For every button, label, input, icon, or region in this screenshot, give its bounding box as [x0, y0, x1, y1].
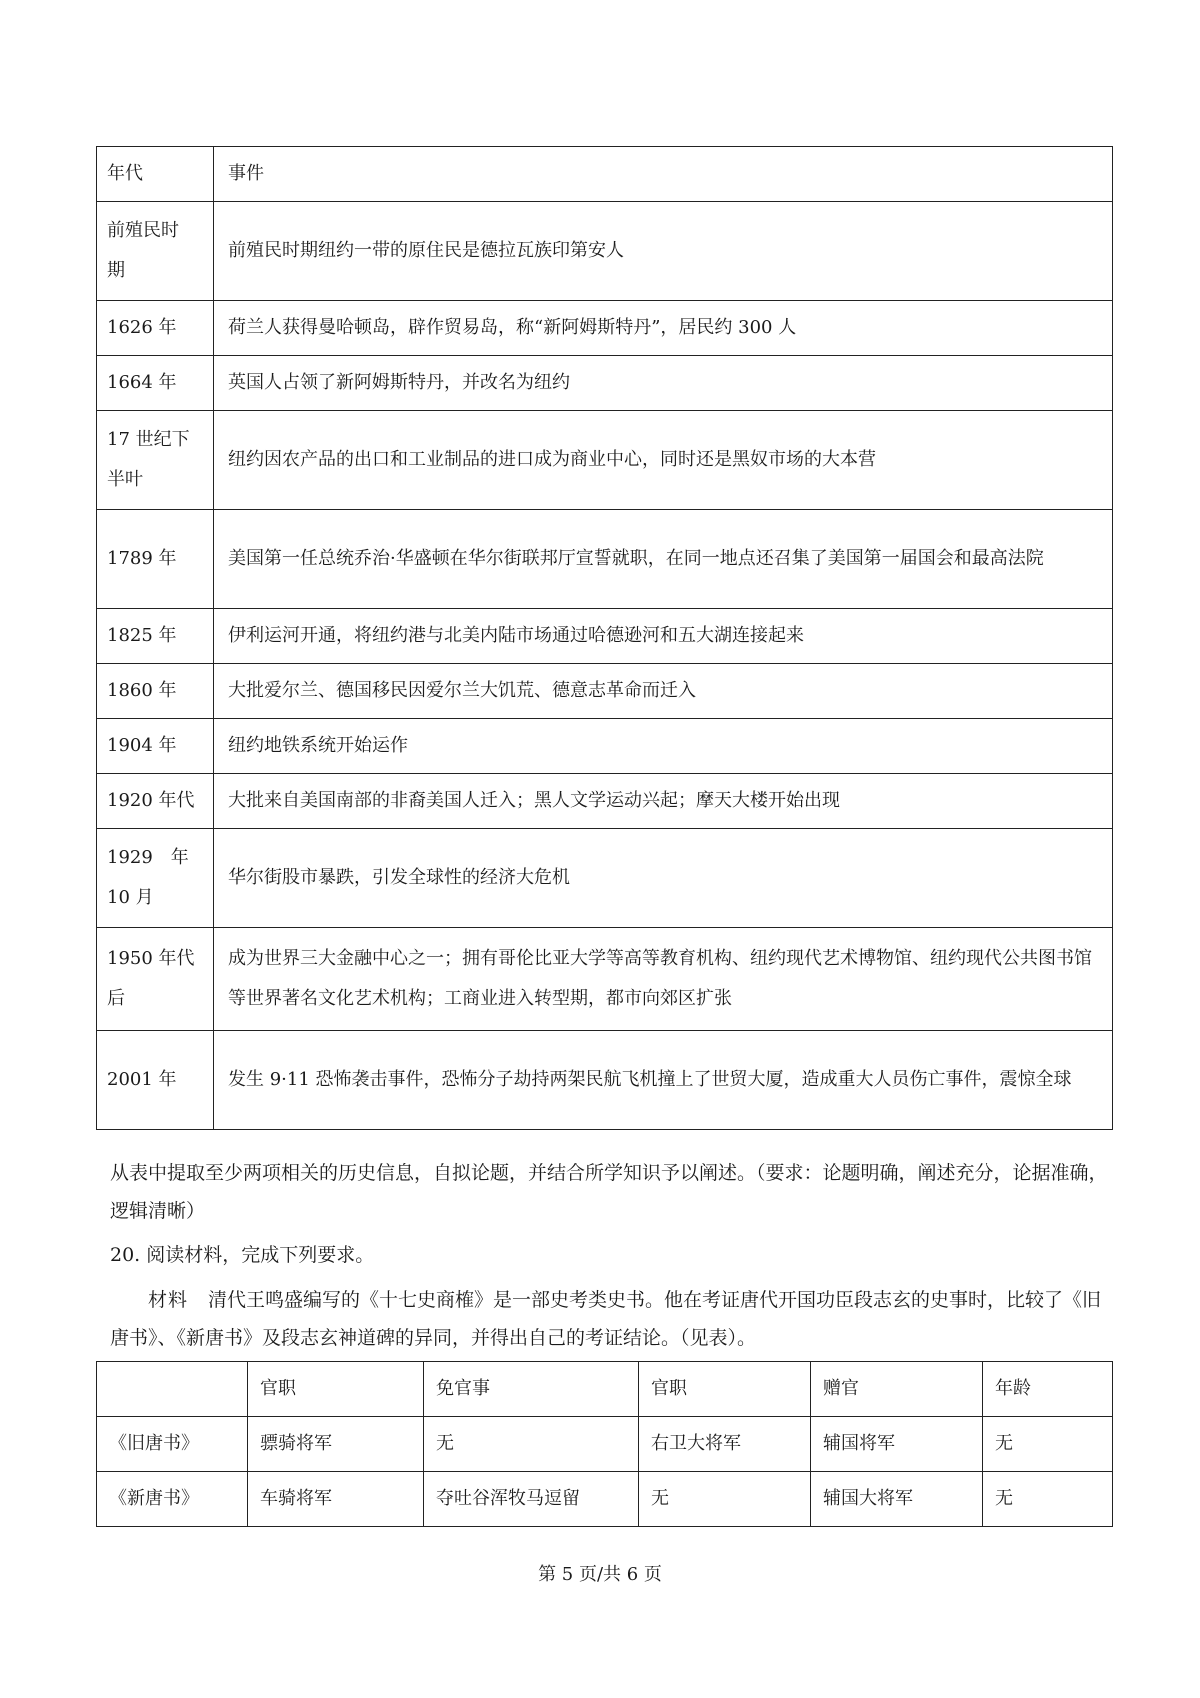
table-cell: 右卫大将军 — [639, 1417, 811, 1472]
row-year: 1920 年代 — [97, 774, 214, 829]
page-number-footer: 第 5 页/共 6 页 — [538, 1564, 662, 1585]
row-year: 1664 年 — [97, 356, 214, 411]
material-text: 清代王鸣盛编写的《十七史商榷》是一部史考类史书。他在考证唐代开国功臣段志玄的史事时，比较了《旧唐书》、《新唐书》及段志玄神道碑的异同，并得出自己的考证结论。（见表）。 — [110, 1289, 1102, 1349]
row-event: 英国人占领了新阿姆斯特丹，并改名为纽约 — [214, 356, 1113, 411]
table-row — [97, 1031, 1113, 1130]
row-event: 华尔街股市暴跌，引发全球性的经济大危机 — [214, 829, 1113, 928]
row-event: 美国第一任总统乔治·华盛顿在华尔街联邦厅宣誓就职，在同一地点还召集了美国第一届国会和最高法院 — [214, 510, 1113, 609]
table-row — [97, 774, 1113, 829]
material-label: 材料 — [148, 1289, 189, 1311]
table-cell: 无 — [983, 1417, 1113, 1472]
row-year: 1929 年 10 月 — [97, 829, 214, 928]
row-year: 2001 年 — [97, 1031, 214, 1130]
row-event: 成为世界三大金融中心之一；拥有哥伦比亚大学等高等教育机构、纽约现代艺术博物馆、纽约现代公共图书馆等世界著名文化艺术机构；工商业进入转型期，都市向郊区扩张 — [214, 928, 1113, 1031]
table-row — [97, 829, 1113, 928]
table-row — [97, 356, 1113, 411]
question-20-title: 20. 阅读材料，完成下列要求。 — [110, 1244, 375, 1266]
material-paragraph — [110, 1281, 1112, 1357]
row-event: 荷兰人获得曼哈顿岛，辟作贸易岛，称“新阿姆斯特丹”，居民约 300 人 — [214, 301, 1113, 356]
row-event: 大批爱尔兰、德国移民因爱尔兰大饥荒、德意志革命而迁入 — [214, 664, 1113, 719]
table-cell: 无 — [639, 1472, 811, 1527]
table-row — [97, 301, 1113, 356]
header-cell-official-post: 官职 — [248, 1362, 424, 1417]
row-year: 17 世纪下 半叶 — [97, 411, 214, 510]
table-row — [97, 1417, 1113, 1472]
table-header-row — [97, 1362, 1113, 1417]
row-event: 发生 9·11 恐怖袭击事件，恐怖分子劫持两架民航飞机撞上了世贸大厦，造成重大人员伤亡事件，震惊全球 — [214, 1031, 1113, 1130]
header-cell-official-post-2: 官职 — [639, 1362, 811, 1417]
row-event: 纽约因农产品的出口和工业制品的进口成为商业中心，同时还是黑奴市场的大本营 — [214, 411, 1113, 510]
row-year: 1789 年 — [97, 510, 214, 609]
table-header-row — [97, 147, 1113, 202]
table-cell: 辅国大将军 — [811, 1472, 983, 1527]
table-row — [97, 1472, 1113, 1527]
question-prompt: 从表中提取至少两项相关的历史信息，自拟论题，并结合所学知识予以阐述。（要求：论题明确，阐述充分，论据准确，逻辑清晰） — [110, 1162, 1108, 1222]
table-row — [97, 928, 1113, 1031]
header-cell-posthumous-title: 赠官 — [811, 1362, 983, 1417]
row-event: 纽约地铁系统开始运作 — [214, 719, 1113, 774]
table-row — [97, 202, 1113, 301]
comparison-table — [96, 1361, 1113, 1527]
table-cell: 辅国将军 — [811, 1417, 983, 1472]
table-row — [97, 719, 1113, 774]
row-year: 1860 年 — [97, 664, 214, 719]
table-row — [97, 510, 1113, 609]
header-year: 年代 — [97, 147, 214, 202]
table-row — [97, 609, 1113, 664]
new-york-history-table — [96, 146, 1113, 1130]
row-event: 伊利运河开通，将纽约港与北美内陆市场通过哈德逊河和五大湖连接起来 — [214, 609, 1113, 664]
table-row — [97, 664, 1113, 719]
row-event: 前殖民时期纽约一带的原住民是德拉瓦族印第安人 — [214, 202, 1113, 301]
header-cell-age: 年龄 — [983, 1362, 1113, 1417]
row-year: 前殖民时 期 — [97, 202, 214, 301]
table-cell: 无 — [424, 1417, 639, 1472]
table-cell: 《新唐书》 — [97, 1472, 248, 1527]
row-event: 大批来自美国南部的非裔美国人迁入；黑人文学运动兴起；摩天大楼开始出现 — [214, 774, 1113, 829]
row-year: 1904 年 — [97, 719, 214, 774]
table-cell: 骠骑将军 — [248, 1417, 424, 1472]
table-cell: 无 — [983, 1472, 1113, 1527]
header-cell-dismissal: 免官事 — [424, 1362, 639, 1417]
header-event: 事件 — [214, 147, 1113, 202]
table-row — [97, 411, 1113, 510]
table-cell: 《旧唐书》 — [97, 1417, 248, 1472]
header-cell-source — [97, 1362, 248, 1417]
row-year: 1950 年代 后 — [97, 928, 214, 1031]
table-cell: 车骑将军 — [248, 1472, 424, 1527]
row-year: 1825 年 — [97, 609, 214, 664]
row-year: 1626 年 — [97, 301, 214, 356]
table-cell: 夺吐谷浑牧马逗留 — [424, 1472, 639, 1527]
